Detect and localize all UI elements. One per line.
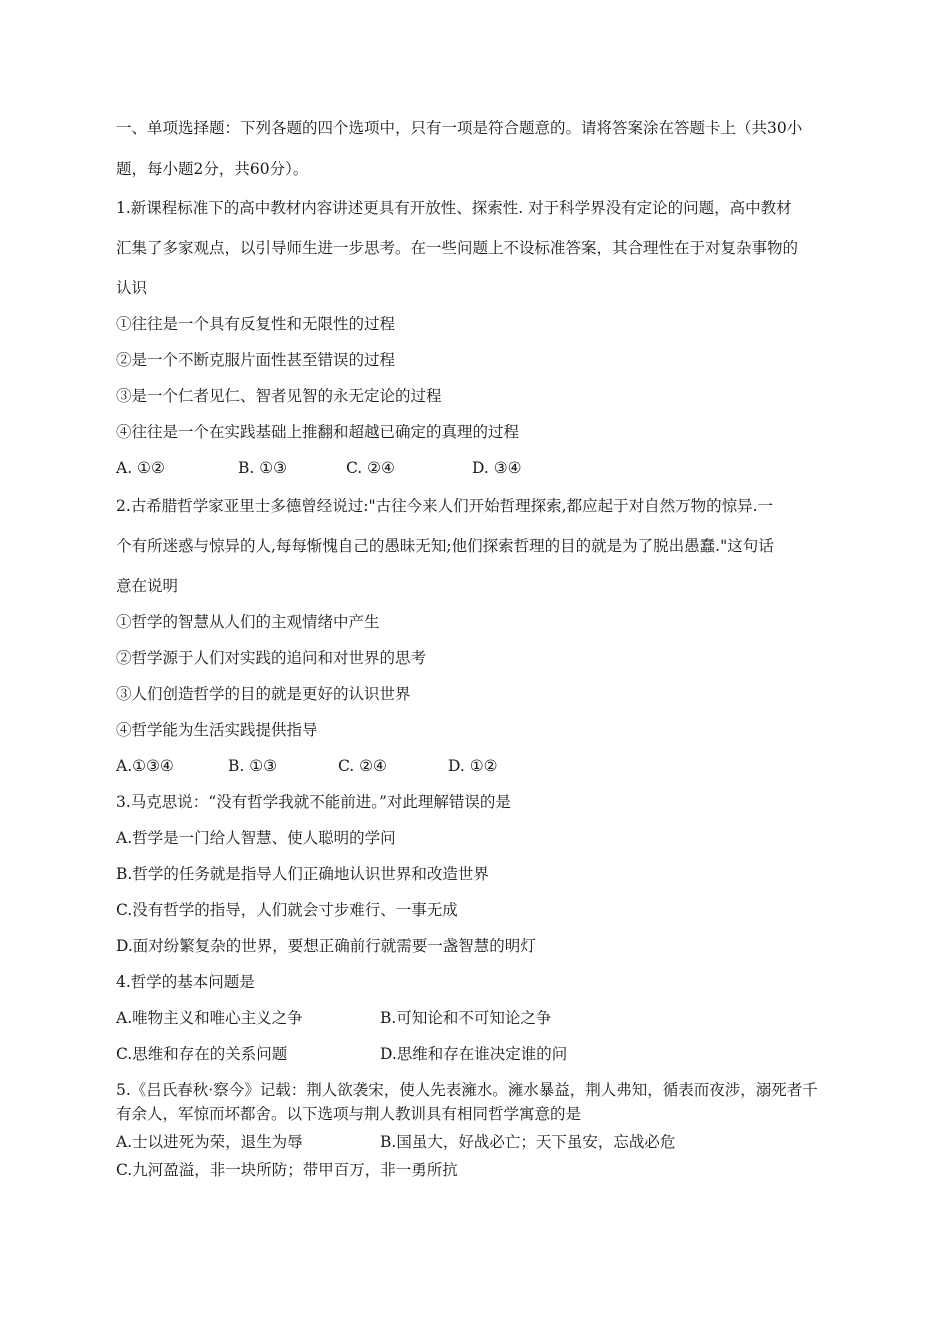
question-3-option-b: B.哲学的任务就是指导人们正确地认识世界和改造世界: [116, 865, 489, 883]
question-1-option-a: A. ①②: [116, 459, 165, 477]
question-1-statement-4: ④往往是一个在实践基础上推翻和超越已确定的真理的过程: [116, 423, 520, 441]
question-1-option-b: B. ①③: [238, 459, 288, 477]
question-2-stem-line-1: 2.古希腊哲学家亚里士多德曾经说过:"古往今来人们开始哲理探索,都应起于对自然万物的惊异.一: [116, 497, 773, 515]
question-1-statement-2: ②是一个不断克服片面性甚至错误的过程: [116, 351, 396, 369]
question-1-stem-line-2: 汇集了多家观点，以引导师生进一步思考。在一些问题上不设标准答案，其合理性在于对复杂事物的: [116, 239, 799, 257]
question-1-option-d: D. ③④: [472, 459, 522, 477]
question-5-option-a: A.士以进死为荣，退生为辱: [116, 1133, 303, 1151]
question-5-option-c: C.九河盈溢，非一块所防；带甲百万，非一勇所抗: [116, 1161, 458, 1179]
question-3-option-a: A.哲学是一门给人智慧、使人聪明的学问: [116, 829, 396, 847]
question-1-statement-3: ③是一个仁者见仁、智者见智的永无定论的过程: [116, 387, 442, 405]
section-header-line-2: 题，每小题2分，共60分）。: [116, 160, 309, 178]
question-3-option-d: D.面对纷繁复杂的世界，要想正确前行就需要一盏智慧的明灯: [116, 937, 536, 955]
question-2-statement-2: ②哲学源于人们对实践的追问和对世界的思考: [116, 649, 427, 667]
question-2-option-c: C. ②④: [338, 757, 387, 775]
question-3-option-c: C.没有哲学的指导，人们就会寸步难行、一事无成: [116, 901, 458, 919]
question-1-option-c: C. ②④: [346, 459, 395, 477]
question-3-stem-line-1: 3.马克思说：“没有哲学我就不能前进。”对此理解错误的是: [116, 793, 511, 811]
question-2-stem-line-2: 个有所迷惑与惊异的人,每每惭愧自己的愚昧无知;他们探索哲理的目的就是为了脱出愚蠢."这句话: [116, 537, 774, 555]
question-5-stem-line-1: 5.《吕氏春秋·察今》记载：荆人欲袭宋，使人先表澭水。澭水暴益，荆人弗知，循表而夜涉，溺死者千: [116, 1081, 818, 1099]
question-4-option-b: B.可知论和不可知论之争: [380, 1009, 552, 1027]
question-1-stem-line-1: 1.新课程标准下的高中教材内容讲述更具有开放性、探索性. 对于科学界没有定论的问题，高中教材: [116, 199, 792, 217]
question-2-option-a: A.①③④: [116, 757, 174, 775]
question-2-statement-3: ③人们创造哲学的目的就是更好的认识世界: [116, 685, 411, 703]
question-5-option-b: B.国虽大，好战必亡；天下虽安，忘战必危: [380, 1133, 676, 1151]
question-4-option-d: D.思维和存在谁决定谁的问: [380, 1045, 568, 1063]
question-4-option-c: C.思维和存在的关系问题: [116, 1045, 288, 1063]
question-2-statement-4: ④哲学能为生活实践提供指导: [116, 721, 318, 739]
question-2-stem-line-3: 意在说明: [116, 577, 179, 595]
question-2-option-b: B. ①③: [228, 757, 278, 775]
section-header-line-1: 一、单项选择题：下列各题的四个选项中，只有一项是符合题意的。请将答案涂在答题卡上（共30小: [116, 119, 803, 137]
question-1-statement-1: ①往往是一个具有反复性和无限性的过程: [116, 315, 396, 333]
question-2-statement-1: ①哲学的智慧从人们的主观情绪中产生: [116, 613, 380, 631]
question-4-option-a: A.唯物主义和唯心主义之争: [116, 1009, 303, 1027]
question-4-stem-line-1: 4.哲学的基本问题是: [116, 973, 255, 991]
question-2-option-d: D. ①②: [448, 757, 498, 775]
question-1-stem-line-3: 认识: [116, 279, 148, 297]
question-5-stem-line-2: 有余人，军惊而坏都舍。以下选项与荆人教训具有相同哲学寓意的是: [116, 1105, 582, 1123]
